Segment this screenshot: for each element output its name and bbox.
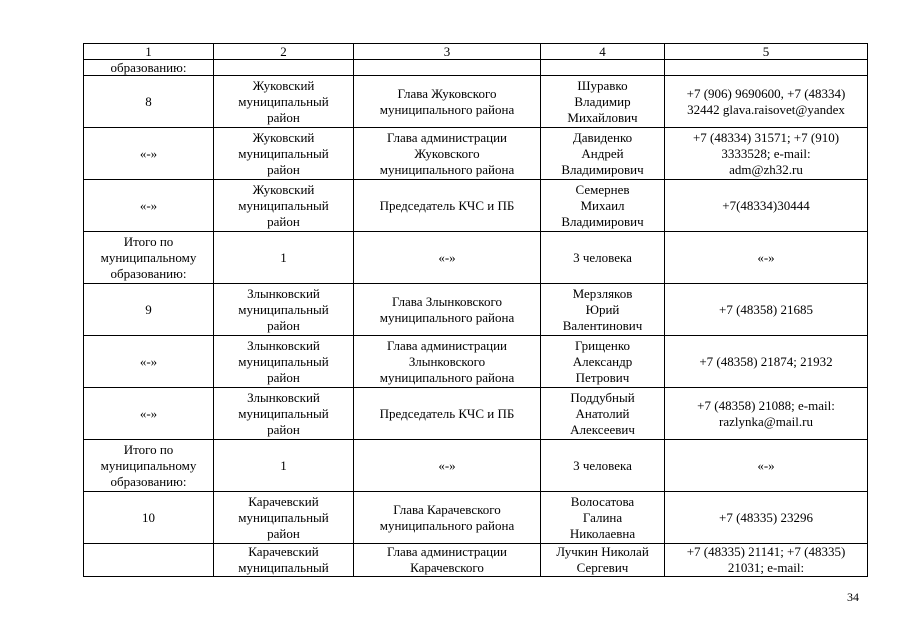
cell-position: Глава Жуковского муниципального района	[354, 76, 541, 128]
cell-number: «-»	[84, 128, 214, 180]
cell-contacts: 5	[665, 44, 868, 60]
cell-position: Глава Злынковского муниципального района	[354, 284, 541, 336]
cell-name: Волосатова Галина Николаевна	[541, 492, 665, 544]
cell-contacts: +7 (48335) 21141; +7 (48335) 21031; e-mail:	[665, 544, 868, 577]
cell-position: «-»	[354, 232, 541, 284]
cell-name: 4	[541, 44, 665, 60]
cell-contacts: «-»	[665, 232, 868, 284]
cell-district: Жуковский муниципальный район	[214, 128, 354, 180]
table-row	[84, 180, 868, 232]
table-row	[84, 128, 868, 180]
cell-contacts: «-»	[665, 440, 868, 492]
cell-number: Итого по муниципальному образованию:	[84, 440, 214, 492]
cell-district: 1	[214, 232, 354, 284]
table-row	[84, 440, 868, 492]
cell-district: Жуковский муниципальный район	[214, 180, 354, 232]
header-row	[84, 44, 868, 60]
cell-number: «-»	[84, 336, 214, 388]
cell-contacts: +7 (48358) 21685	[665, 284, 868, 336]
cell-contacts: +7 (48358) 21874; 21932	[665, 336, 868, 388]
table-row	[84, 388, 868, 440]
cell-number: образованию:	[84, 60, 214, 76]
cell-number: 10	[84, 492, 214, 544]
cell-position: Глава Карачевского муниципального района	[354, 492, 541, 544]
cell-district: Жуковский муниципальный район	[214, 76, 354, 128]
cell-name: Поддубный Анатолий Алексеевич	[541, 388, 665, 440]
cell-name: Мерзляков Юрий Валентинович	[541, 284, 665, 336]
cell-district: Злынковский муниципальный район	[214, 284, 354, 336]
table-row	[84, 76, 868, 128]
table-row	[84, 336, 868, 388]
cell-contacts: +7 (48358) 21088; e-mail: razlynka@mail.ru	[665, 388, 868, 440]
cell-contacts	[665, 60, 868, 76]
cell-district: 1	[214, 440, 354, 492]
continuation-row	[84, 60, 868, 76]
cell-contacts: +7 (906) 9690600, +7 (48334) 32442 glava.raisovet@yandex	[665, 76, 868, 128]
cell-number: 1	[84, 44, 214, 60]
cell-name: Грищенко Александр Петрович	[541, 336, 665, 388]
cell-position: Председатель КЧС и ПБ	[354, 180, 541, 232]
cell-contacts: +7 (48335) 23296	[665, 492, 868, 544]
cell-number: «-»	[84, 388, 214, 440]
table-row	[84, 544, 868, 577]
cell-name: Шуравко Владимир Михайлович	[541, 76, 665, 128]
cell-contacts: +7 (48334) 31571; +7 (910) 3333528; e-mail: adm@zh32.ru	[665, 128, 868, 180]
cell-position	[354, 60, 541, 76]
table-row	[84, 232, 868, 284]
cell-name: Давиденко Андрей Владимирович	[541, 128, 665, 180]
cell-number: 9	[84, 284, 214, 336]
cell-number	[84, 544, 214, 577]
cell-number: 8	[84, 76, 214, 128]
cell-district: Злынковский муниципальный район	[214, 388, 354, 440]
cell-position: Глава администрации Жуковского муниципального района	[354, 128, 541, 180]
cell-district: 2	[214, 44, 354, 60]
cell-position: Глава администрации Карачевского	[354, 544, 541, 577]
table-row	[84, 284, 868, 336]
table-row	[84, 492, 868, 544]
cell-number: Итого по муниципальному образованию:	[84, 232, 214, 284]
cell-name: Семернев Михаил Владимирович	[541, 180, 665, 232]
cell-position: Председатель КЧС и ПБ	[354, 388, 541, 440]
cell-position: 3	[354, 44, 541, 60]
cell-district	[214, 60, 354, 76]
cell-position: «-»	[354, 440, 541, 492]
page-number: 34	[847, 590, 859, 604]
cell-name: 3 человека	[541, 440, 665, 492]
cell-name: Лучкин Николай Сергевич	[541, 544, 665, 577]
cell-number: «-»	[84, 180, 214, 232]
cell-district: Карачевский муниципальный район	[214, 492, 354, 544]
cell-name	[541, 60, 665, 76]
cell-contacts: +7(48334)30444	[665, 180, 868, 232]
cell-name: 3 человека	[541, 232, 665, 284]
cell-district: Карачевский муниципальный	[214, 544, 354, 577]
cell-district: Злынковский муниципальный район	[214, 336, 354, 388]
contacts-table	[83, 43, 868, 577]
cell-position: Глава администрации Злынковского муниципального района	[354, 336, 541, 388]
